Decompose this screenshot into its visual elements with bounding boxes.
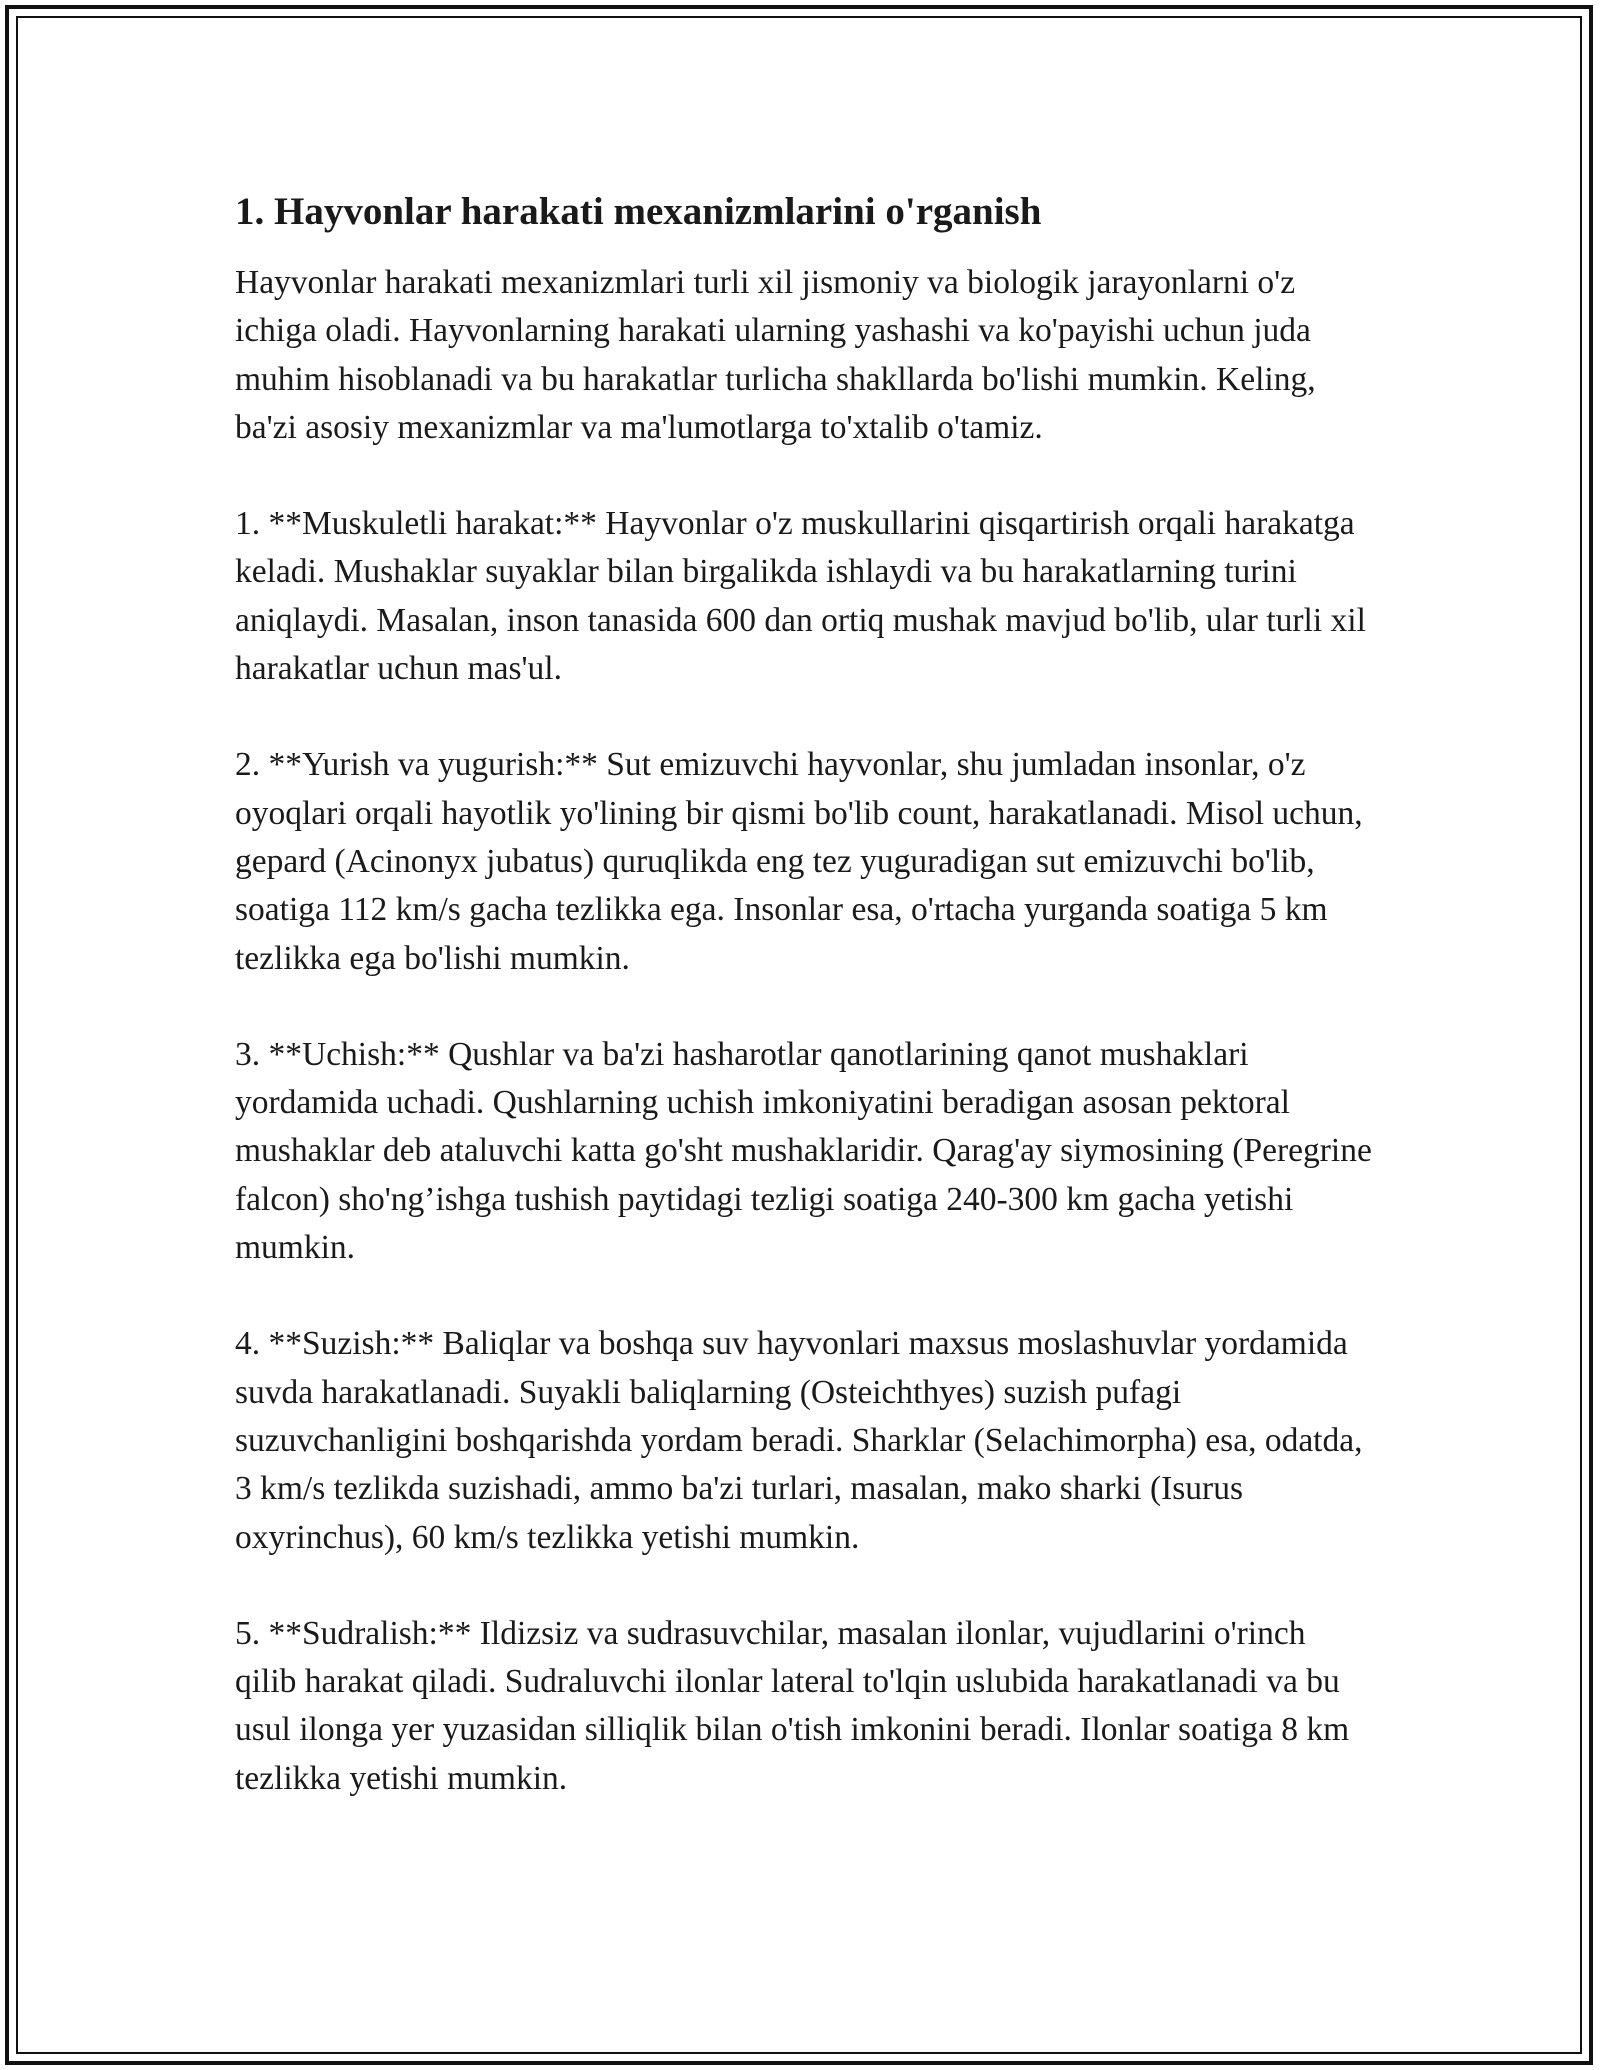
- intro-paragraph: Hayvonlar harakati mexanizmlari turli xil jismoniy va biologik jarayonlarni o'z ichiga oladi. Hayvonlarning harakati ularning yashashi va ko'payishi uchun juda muhim hisoblanadi va bu harakatlar turlicha shakllarda bo'lishi mumkin. Keling, ba'zi asosiy mexanizmlar va ma'lumotlarga to'xtalib o'tamiz.: [235, 264, 1316, 446]
- document-title: 1. Hayvonlar harakati mexanizmlarini o'rganish: [235, 190, 1042, 233]
- paragraph-muscular-movement: 1. **Muskuletli harakat:** Hayvonlar o'z muskullarini qisqartirish orqali harakatga keladi. Mushaklar suyaklar bilan birgalikda ishlaydi va bu harakatlarning turini aniqlaydi. Masalan, inson tanasida 600 dan ortiq mushak mavjud bo'lib, ular turli xil harakatlar uchun mas'ul.: [235, 505, 1366, 688]
- paragraph-crawling: 5. **Sudralish:** Ildizsiz va sudrasuvchilar, masalan ilonlar, vujudlarini o'rinch qilib harakat qiladi. Sudraluvchi ilonlar lateral to'lqin uslubida harakatlanadi va bu usul ilonga yer yuzasidan silliqlik bilan o'tish imkonini beradi. Ilonlar soatiga 8 km tezlikka yetishi mumkin.: [235, 1614, 1350, 1797]
- paragraph-swimming: 4. **Suzish:** Baliqlar va boshqa suv hayvonlari maxsus moslashuvlar yordamida suvda harakatlanadi. Suyakli baliqlarning (Osteichthyes) suzish pufagi suzuvchanligini boshqarishda yordam beradi. Sharklar (Selachimorpha) esa, odatda, 3 km/s tezlikda suzishadi, ammo ba'zi turlari, masalan, mako sharki (Isurus oxyrinchus), 60 km/s tezlikka yetishi mumkin.: [235, 1325, 1363, 1556]
- document-body: [235, 188, 1375, 1851]
- paragraph-flight: 3. **Uchish:** Qushlar va ba'zi hasharotlar qanotlarining qanot mushaklari yordamida uchadi. Qushlarning uchish imkoniyatini beradigan asosan pektoral mushaklar deb ataluvchi katta go'sht mushaklaridir. Qarag'ay siymosining (Peregrine falcon) sho'ng’ishga tushish paytidagi tezligi soatiga 240-300 km gacha yetishi mumkin.: [235, 1035, 1372, 1267]
- paragraph-walking-running: 2. **Yurish va yugurish:** Sut emizuvchi hayvonlar, shu jumladan insonlar, o'z oyoqlari orqali hayotlik yo'lining bir qismi bo'lib count, harakatlanadi. Misol uchun, gepard (Acinonyx jubatus) quruqlikda eng tez yuguradigan sut emizuvchi bo'lib, soatiga 112 km/s gacha tezlikka ega. Insonlar esa, o'rtacha yurganda soatiga 5 km tezlikka ega bo'lishi mumkin.: [235, 746, 1363, 977]
